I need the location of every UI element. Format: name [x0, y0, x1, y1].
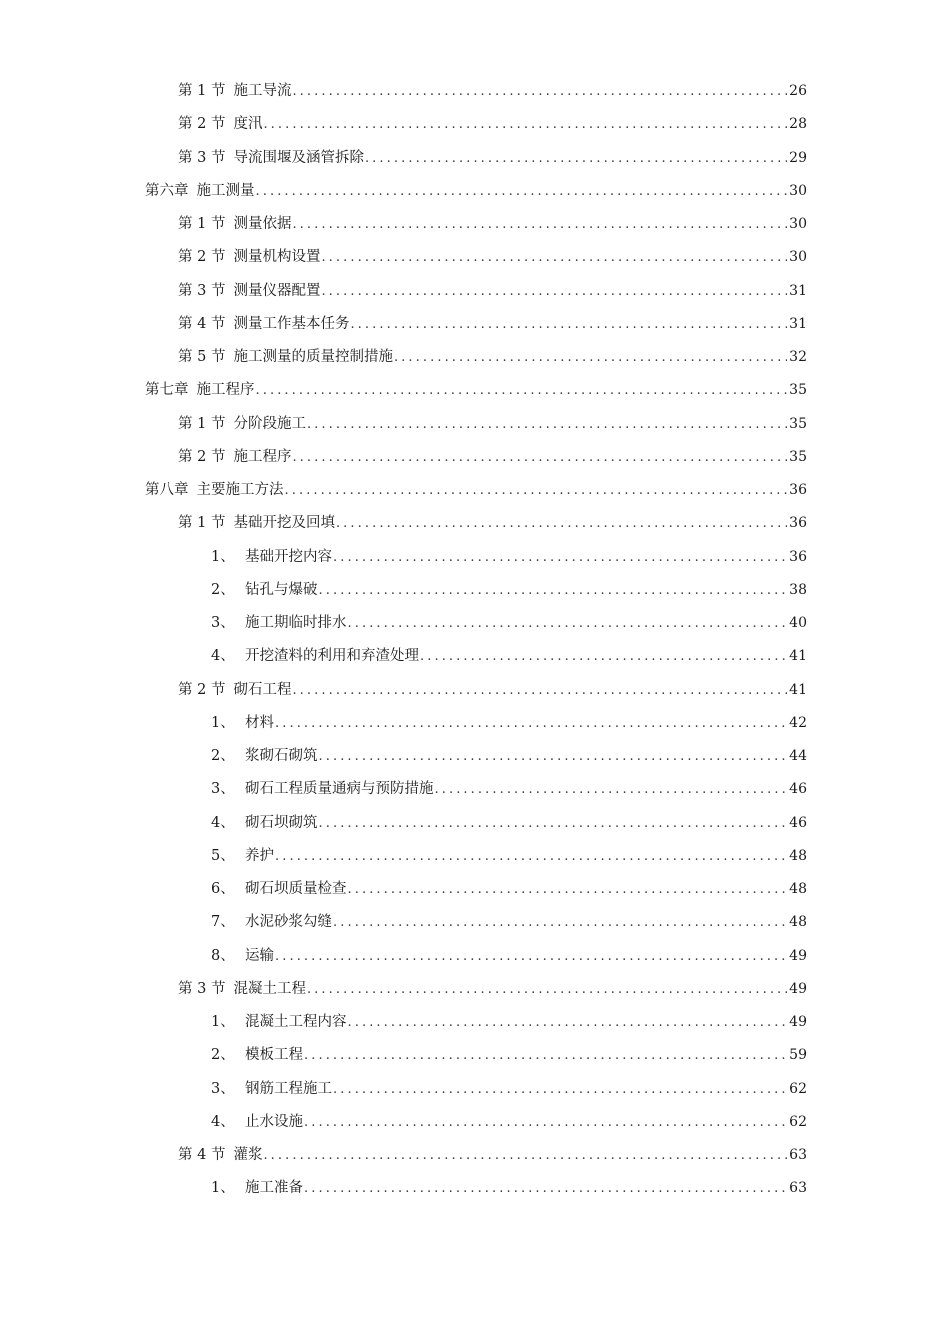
toc-entry-number: 第 4 节 [178, 1147, 226, 1164]
toc-entry-number: 第 3 节 [178, 980, 226, 997]
toc-entry-page-number: 28 [789, 116, 807, 133]
dot-leader [333, 1081, 787, 1099]
toc-entry-item[interactable] [0, 574, 950, 607]
toc-entry-line [0, 282, 950, 301]
toc-entry-title: 砌石坝质量检查 [245, 881, 347, 898]
dot-leader [348, 881, 788, 899]
toc-entry-line [0, 481, 950, 500]
toc-entry-item[interactable] [0, 740, 950, 773]
toc-entry-title: 混凝土工程内容 [245, 1014, 347, 1031]
toc-entry-title: 材料 [245, 714, 274, 731]
toc-entry-page-number: 42 [789, 714, 807, 731]
toc-entry-line [0, 980, 950, 999]
toc-entry-title: 导流围堰及涵管拆除 [233, 149, 364, 166]
dot-leader [319, 582, 788, 600]
toc-entry-chapter[interactable] [0, 374, 950, 407]
toc-entry-page-number: 26 [789, 83, 807, 100]
toc-entry-page-number: 30 [789, 216, 807, 233]
toc-entry-number: 第 1 节 [178, 83, 226, 100]
toc-entry-number: 7、 [211, 914, 235, 931]
dot-leader [307, 416, 787, 434]
toc-entry-line [0, 947, 950, 966]
table-of-contents [0, 75, 950, 1206]
toc-entry-item[interactable] [0, 906, 950, 939]
toc-entry-line [0, 82, 950, 101]
dot-leader [321, 283, 787, 301]
toc-entry-line [0, 913, 950, 932]
toc-entry-line [0, 149, 950, 168]
toc-entry-item[interactable] [0, 1106, 950, 1139]
toc-entry-line [0, 747, 950, 766]
toc-entry-item[interactable] [0, 707, 950, 740]
toc-entry-number: 第 1 节 [178, 216, 226, 233]
toc-entry-title: 灌浆 [233, 1147, 263, 1164]
toc-entry-number: 3、 [211, 1080, 235, 1097]
toc-entry-page-number: 41 [789, 681, 807, 698]
toc-entry-title: 钻孔与爆破 [245, 581, 318, 598]
toc-entry-number: 第 2 节 [178, 249, 226, 266]
toc-entry-title: 砌石坝砌筑 [245, 814, 318, 831]
toc-entry-number: 4、 [211, 648, 235, 665]
toc-entry-item[interactable] [0, 807, 950, 840]
dot-leader [275, 715, 787, 733]
toc-entry-title: 砌石工程 [233, 681, 292, 698]
toc-entry-section[interactable] [0, 408, 950, 441]
toc-entry-number: 4、 [211, 1113, 235, 1130]
toc-entry-line [0, 548, 950, 567]
toc-entry-item[interactable] [0, 607, 950, 640]
dot-leader [263, 1147, 787, 1165]
toc-entry-line [0, 714, 950, 733]
toc-entry-number: 第 1 节 [178, 515, 226, 532]
dot-leader [292, 682, 787, 700]
dot-leader [292, 449, 787, 467]
toc-entry-item[interactable] [0, 1073, 950, 1106]
toc-entry-line [0, 415, 950, 434]
dot-leader [304, 1114, 787, 1132]
toc-entry-section[interactable] [0, 241, 950, 274]
toc-entry-line [0, 1046, 950, 1065]
toc-entry-page-number: 48 [789, 914, 807, 931]
toc-entry-line [0, 381, 950, 400]
toc-entry-title: 测量依据 [233, 216, 292, 233]
toc-entry-title: 施工测量 [196, 182, 255, 199]
toc-entry-page-number: 49 [789, 1014, 807, 1031]
toc-entry-title: 基础开挖及回填 [233, 515, 335, 532]
toc-entry-number: 1、 [211, 714, 235, 731]
toc-entry-line [0, 315, 950, 334]
toc-entry-item[interactable] [0, 840, 950, 873]
toc-entry-page-number: 49 [789, 980, 807, 997]
toc-entry-number: 1、 [211, 548, 235, 565]
toc-entry-section[interactable] [0, 275, 950, 308]
toc-entry-line [0, 182, 950, 201]
toc-entry-page-number: 29 [789, 149, 807, 166]
toc-entry-title: 度汛 [233, 116, 263, 133]
toc-entry-page-number: 36 [789, 515, 807, 532]
toc-entry-page-number: 38 [789, 581, 807, 598]
toc-entry-section[interactable] [0, 441, 950, 474]
toc-entry-title: 主要施工方法 [196, 482, 284, 499]
toc-entry-page-number: 31 [789, 282, 807, 299]
toc-entry-title: 模板工程 [245, 1047, 303, 1064]
toc-entry-page-number: 48 [789, 881, 807, 898]
toc-entry-title: 开挖渣料的利用和弃渣处理 [245, 648, 419, 665]
toc-entry-line [0, 1179, 950, 1198]
toc-entry-item[interactable] [0, 1006, 950, 1039]
dot-leader [321, 249, 787, 267]
toc-entry-number: 4、 [211, 814, 235, 831]
toc-entry-title: 测量机构设置 [233, 249, 321, 266]
toc-entry-section[interactable] [0, 674, 950, 707]
toc-entry-number: 2、 [211, 581, 235, 598]
dot-leader [348, 1014, 788, 1032]
toc-entry-section[interactable] [0, 75, 950, 108]
toc-entry-number: 2、 [211, 748, 235, 765]
toc-entry-title: 浆砌石砌筑 [245, 748, 318, 765]
toc-entry-number: 3、 [211, 781, 235, 798]
toc-entry-chapter[interactable] [0, 474, 950, 507]
dot-leader [275, 848, 787, 866]
toc-entry-title: 施工期临时排水 [245, 615, 347, 632]
toc-entry-title: 基础开挖内容 [245, 548, 332, 565]
toc-entry-line [0, 1080, 950, 1099]
toc-entry-number: 第七章 [145, 382, 189, 399]
dot-leader [333, 914, 787, 932]
toc-entry-section[interactable] [0, 308, 950, 341]
toc-entry-page-number: 63 [789, 1180, 807, 1197]
toc-entry-number: 第 2 节 [178, 116, 226, 133]
dot-leader [319, 748, 788, 766]
dot-leader [420, 648, 787, 666]
toc-entry-title: 止水设施 [245, 1113, 303, 1130]
toc-entry-number: 第 1 节 [178, 415, 226, 432]
toc-entry-number: 第 5 节 [178, 349, 226, 366]
toc-entry-line [0, 215, 950, 234]
dot-leader [350, 316, 787, 334]
dot-leader [336, 515, 787, 533]
toc-entry-section[interactable] [0, 208, 950, 241]
toc-entry-section[interactable] [0, 1139, 950, 1172]
toc-entry-number: 第 3 节 [178, 282, 226, 299]
toc-entry-number: 2、 [211, 1047, 235, 1064]
dot-leader [333, 549, 787, 567]
toc-entry-line [0, 1113, 950, 1132]
toc-entry-title: 混凝土工程 [233, 980, 306, 997]
toc-entry-page-number: 48 [789, 847, 807, 864]
toc-entry-page-number: 46 [789, 781, 807, 798]
dot-leader [304, 1180, 787, 1198]
toc-entry-line [0, 1013, 950, 1032]
dot-leader [319, 815, 788, 833]
toc-entry-page-number: 46 [789, 814, 807, 831]
toc-entry-line [0, 681, 950, 700]
toc-entry-number: 第 2 节 [178, 681, 226, 698]
toc-entry-page-number: 31 [789, 315, 807, 332]
toc-entry-page-number: 30 [789, 249, 807, 266]
toc-entry-line [0, 647, 950, 666]
toc-entry-number: 第 3 节 [178, 149, 226, 166]
toc-entry-line [0, 348, 950, 367]
dot-leader [365, 150, 787, 168]
toc-entry-number: 1、 [211, 1014, 235, 1031]
toc-entry-line [0, 448, 950, 467]
toc-entry-number: 3、 [211, 615, 235, 632]
dot-leader [435, 781, 788, 799]
toc-entry-page-number: 41 [789, 648, 807, 665]
toc-entry-title: 施工导流 [233, 83, 292, 100]
toc-entry-page-number: 36 [789, 482, 807, 499]
toc-entry-line [0, 880, 950, 899]
toc-entry-number: 第 4 节 [178, 315, 226, 332]
toc-entry-page-number: 40 [789, 615, 807, 632]
toc-entry-number: 1、 [211, 1180, 235, 1197]
toc-entry-page-number: 30 [789, 182, 807, 199]
toc-entry-item[interactable] [0, 541, 950, 574]
toc-entry-line [0, 814, 950, 833]
dot-leader [394, 349, 787, 367]
toc-entry-section[interactable] [0, 973, 950, 1006]
toc-entry-section[interactable] [0, 108, 950, 141]
dot-leader [307, 981, 787, 999]
toc-entry-number: 8、 [211, 947, 235, 964]
toc-entry-section[interactable] [0, 507, 950, 540]
dot-leader [263, 116, 787, 134]
toc-entry-page-number: 35 [789, 382, 807, 399]
toc-entry-line [0, 780, 950, 799]
toc-entry-title: 测量工作基本任务 [233, 315, 350, 332]
toc-entry-title: 施工程序 [196, 382, 255, 399]
toc-entry-item[interactable] [0, 1039, 950, 1072]
toc-entry-item[interactable] [0, 773, 950, 806]
dot-leader [275, 948, 787, 966]
toc-entry-item[interactable] [0, 940, 950, 973]
toc-entry-line [0, 514, 950, 533]
toc-entry-page-number: 36 [789, 548, 807, 565]
dot-leader [348, 615, 788, 633]
toc-entry-line [0, 1146, 950, 1165]
toc-entry-page-number: 32 [789, 349, 807, 366]
toc-entry-title: 施工测量的质量控制措施 [233, 349, 393, 366]
toc-entry-chapter[interactable] [0, 175, 950, 208]
toc-entry-section[interactable] [0, 341, 950, 374]
toc-entry-number: 5、 [211, 847, 235, 864]
toc-entry-title: 施工程序 [233, 448, 292, 465]
dot-leader [292, 83, 787, 101]
toc-entry-title: 运输 [245, 947, 274, 964]
toc-entry-page-number: 59 [789, 1047, 807, 1064]
toc-entry-line [0, 581, 950, 600]
toc-entry-line [0, 847, 950, 866]
dot-leader [256, 183, 788, 201]
toc-entry-page-number: 49 [789, 947, 807, 964]
toc-entry-page-number: 44 [789, 748, 807, 765]
toc-entry-line [0, 614, 950, 633]
toc-entry-section[interactable] [0, 142, 950, 175]
toc-entry-page-number: 63 [789, 1147, 807, 1164]
toc-entry-number: 6、 [211, 881, 235, 898]
toc-entry-page-number: 62 [789, 1080, 807, 1097]
toc-entry-number: 第 2 节 [178, 448, 226, 465]
toc-entry-number: 第八章 [145, 482, 189, 499]
toc-entry-item[interactable] [0, 873, 950, 906]
toc-entry-page-number: 62 [789, 1113, 807, 1130]
toc-entry-line [0, 248, 950, 267]
toc-entry-item[interactable] [0, 640, 950, 673]
toc-entry-title: 钢筋工程施工 [245, 1080, 332, 1097]
dot-leader [256, 382, 788, 400]
toc-entry-title: 砌石工程质量通病与预防措施 [245, 781, 434, 798]
dot-leader [285, 482, 788, 500]
toc-entry-title: 测量仪器配置 [233, 282, 321, 299]
toc-entry-page-number: 35 [789, 415, 807, 432]
toc-entry-title: 养护 [245, 847, 274, 864]
toc-entry-title: 分阶段施工 [233, 415, 306, 432]
dot-leader [292, 216, 787, 234]
toc-entry-title: 施工准备 [245, 1180, 303, 1197]
toc-entry-item[interactable] [0, 1172, 950, 1205]
toc-entry-title: 水泥砂浆勾缝 [245, 914, 332, 931]
toc-entry-page-number: 35 [789, 448, 807, 465]
dot-leader [304, 1047, 787, 1065]
toc-entry-number: 第六章 [145, 182, 189, 199]
toc-entry-line [0, 115, 950, 134]
